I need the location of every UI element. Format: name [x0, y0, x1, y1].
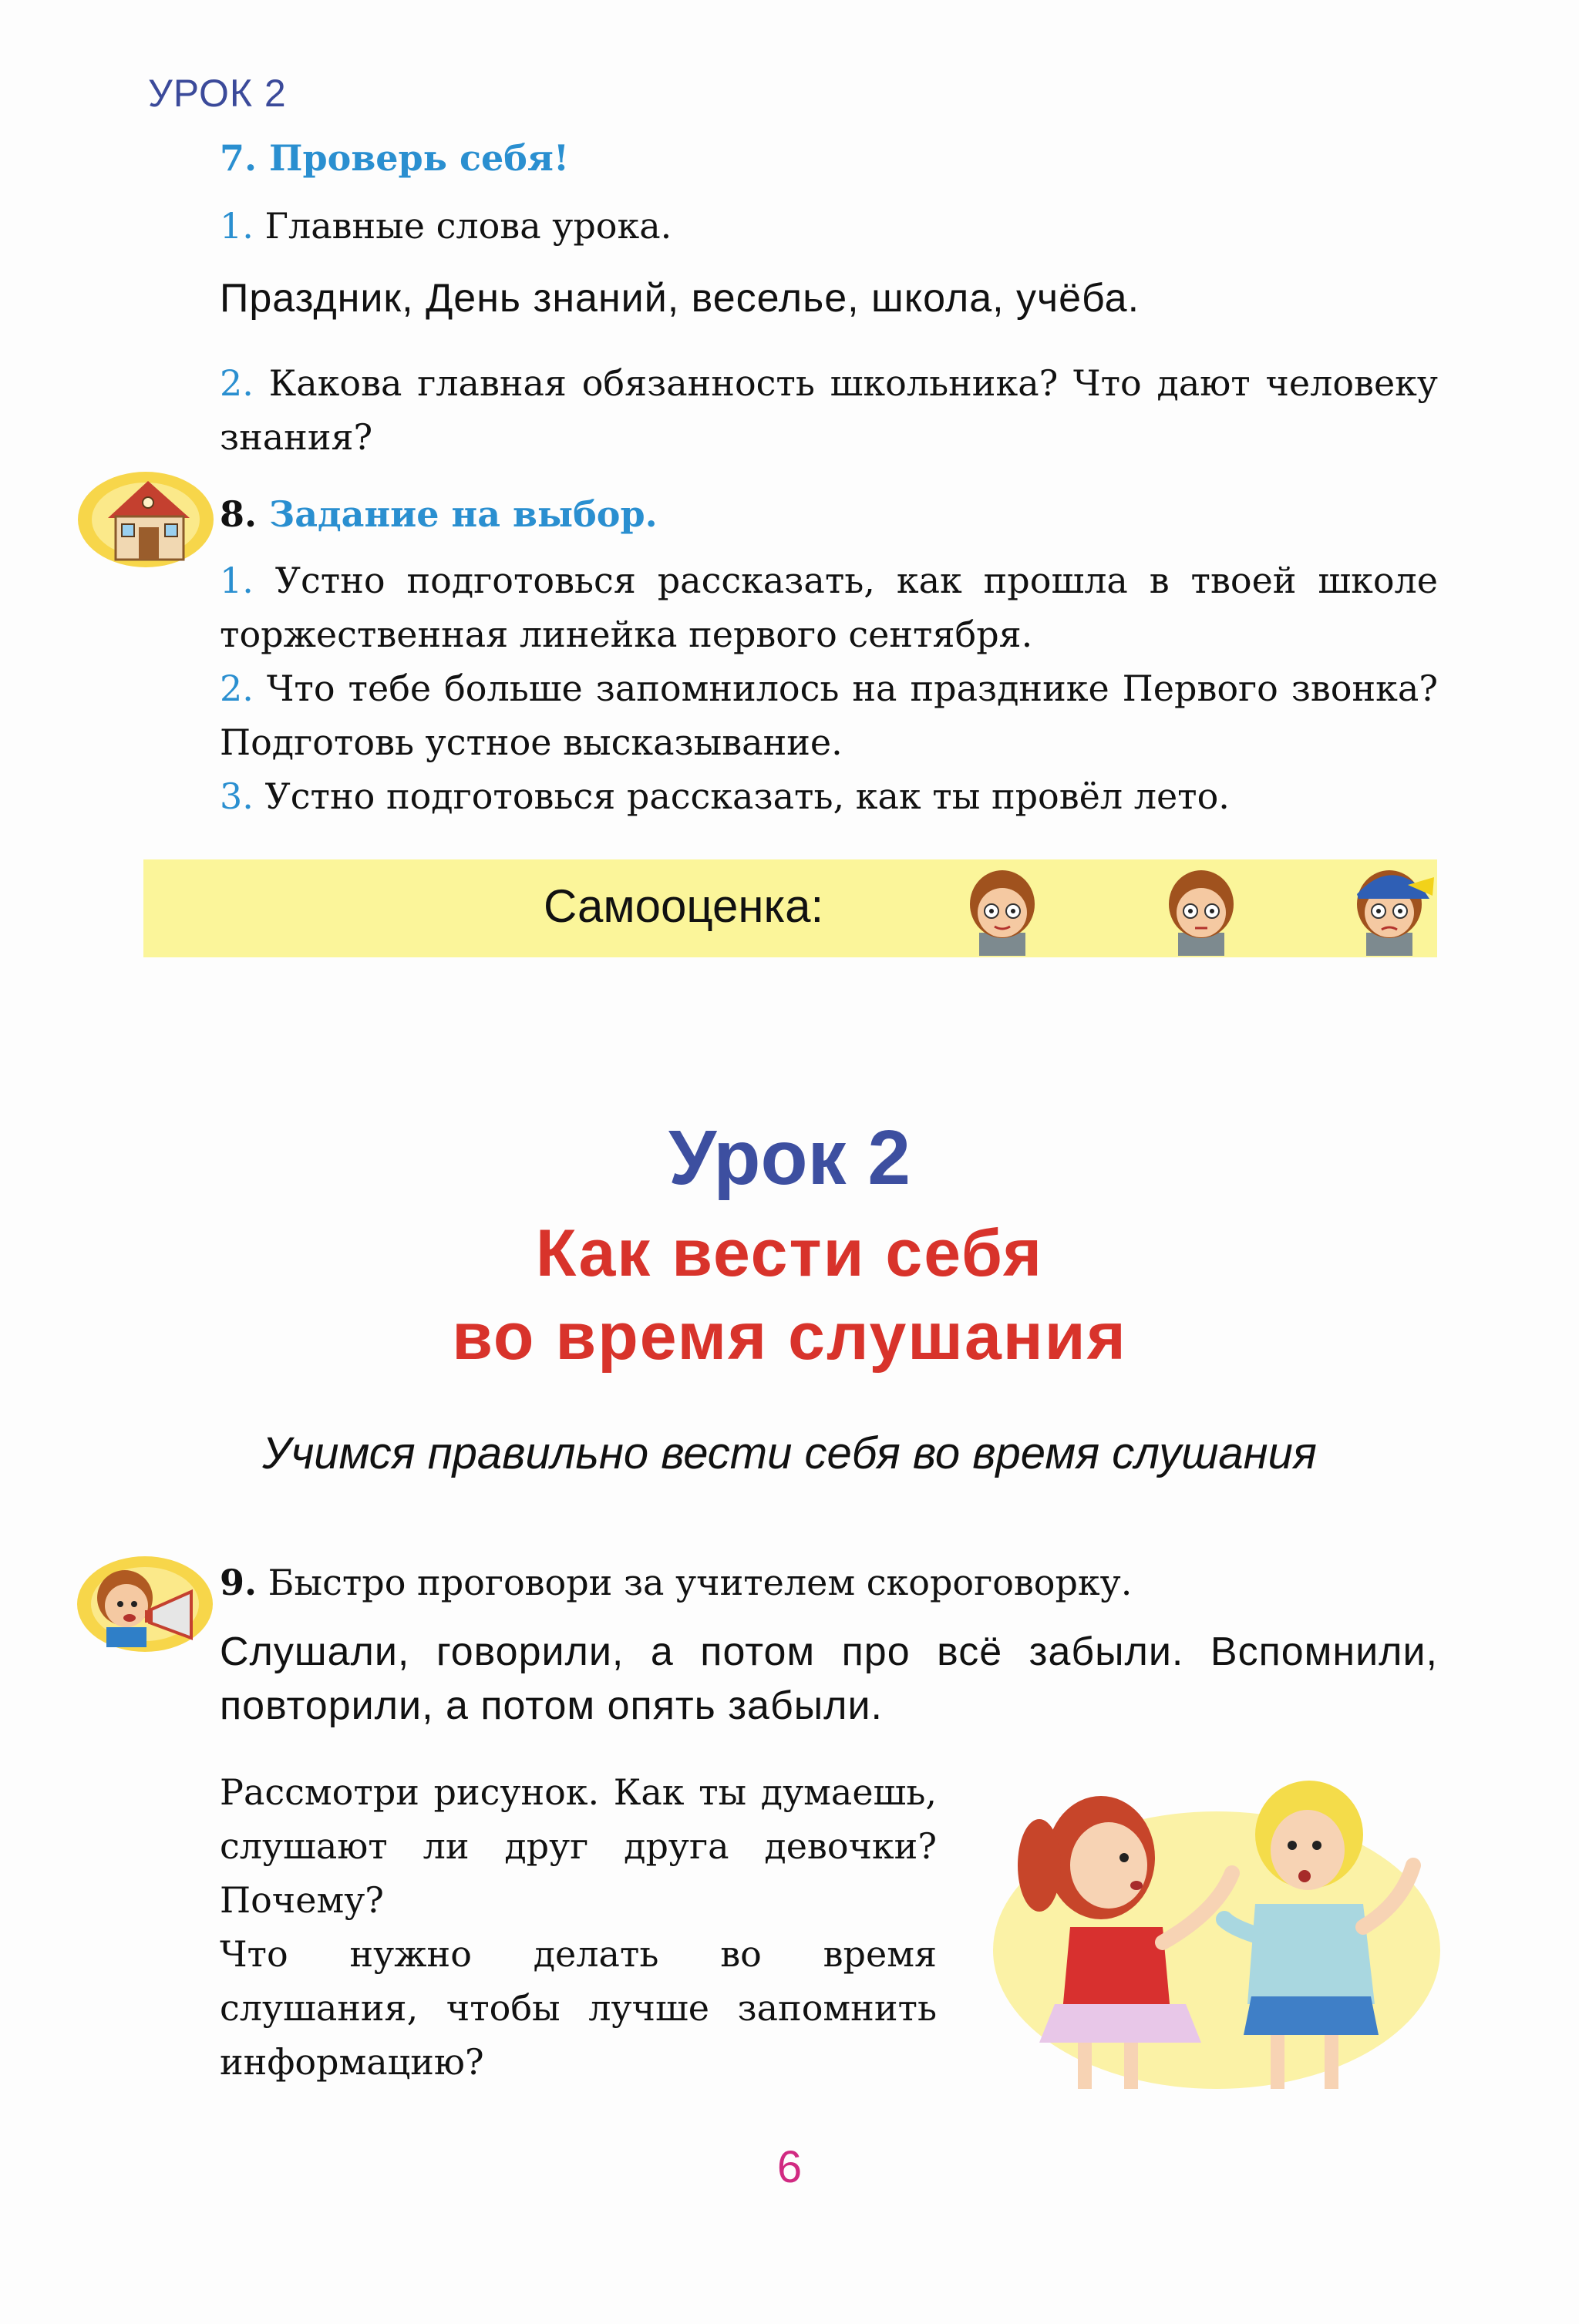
task-8-item-text: Что тебе больше запомнилось на празднике Первого звонка? Подготовь устное высказывание. [220, 668, 1438, 763]
task-7-item-2-number: 2. [220, 362, 254, 404]
task-9-number: 9. [220, 1562, 258, 1603]
page-number: 6 [776, 2142, 803, 2192]
task-9-heading [220, 1555, 1132, 1609]
task-8-item [220, 769, 1438, 823]
task-7-item-1-text: Главные слова урока. [264, 205, 672, 247]
house-icon [77, 470, 214, 569]
boy-face-icon[interactable] [956, 862, 1049, 956]
task-9-questions [220, 1765, 937, 2089]
task-9-heading-text: Быстро проговори за учителем скороговорку. [268, 1562, 1133, 1603]
task-8-number: 8. [220, 493, 258, 535]
task-9-question-2: Что нужно делать во время слушания, чтобы лучше запомнить информацию? [220, 1933, 937, 2083]
task-8-heading [220, 493, 658, 535]
two-girls-talking-illustration [985, 1750, 1440, 2097]
running-head: УРОК 2 [148, 72, 287, 115]
lesson-goal: Учимся правильно вести себя во время слушания [262, 1428, 1317, 1478]
task-8-items [220, 553, 1438, 823]
tongue-twister: Слушали, говорили, а потом про всё забыли. Вспомнили, повторили, а потом опять забыли. [220, 1629, 1438, 1728]
lesson-title: Урок 2 [668, 1115, 911, 1201]
boy-face-icon[interactable] [1155, 862, 1247, 956]
self-assessment-label: Самооценка: [544, 880, 824, 932]
lesson-subtitle [0, 1212, 1579, 1378]
task-7-item-2-text: Какова главная обязанность школьника? Что дают человеку знания? [220, 362, 1438, 458]
task-7-item-1-number: 1. [220, 205, 254, 247]
task-8-item-text: Устно подготовься рассказать, как прошла в твоей школе торжественная линейка первого сентября. [220, 560, 1439, 655]
task-9-question-1: Рассмотри рисунок. Как ты думаешь, слушают ли друг друга девочки? Почему? [220, 1771, 937, 1921]
task-8-item-text: Устно подготовься рассказать, как ты провёл лето. [264, 775, 1230, 817]
lesson-subtitle-line-2: во время слушания [452, 1300, 1127, 1374]
task-7-item-2 [220, 356, 1438, 464]
task-7-item-1 [220, 199, 672, 253]
task-8-item-number: 3. [220, 775, 254, 817]
lesson-subtitle-line-1: Как вести себя [535, 1216, 1044, 1290]
boy-cap-face-icon[interactable] [1343, 862, 1436, 956]
task-8-item [220, 661, 1438, 769]
task-8-item-number: 2. [220, 668, 254, 709]
task-8-item [220, 553, 1438, 661]
boy-megaphone-icon [76, 1553, 214, 1653]
task-7-heading: 7. Проверь себя! [220, 137, 570, 179]
task-8-title: Задание на выбор. [269, 493, 658, 535]
task-8-item-number: 1. [220, 560, 254, 601]
task-7-keywords: Праздник, День знаний, веселье, школа, учёба. [220, 276, 1140, 321]
